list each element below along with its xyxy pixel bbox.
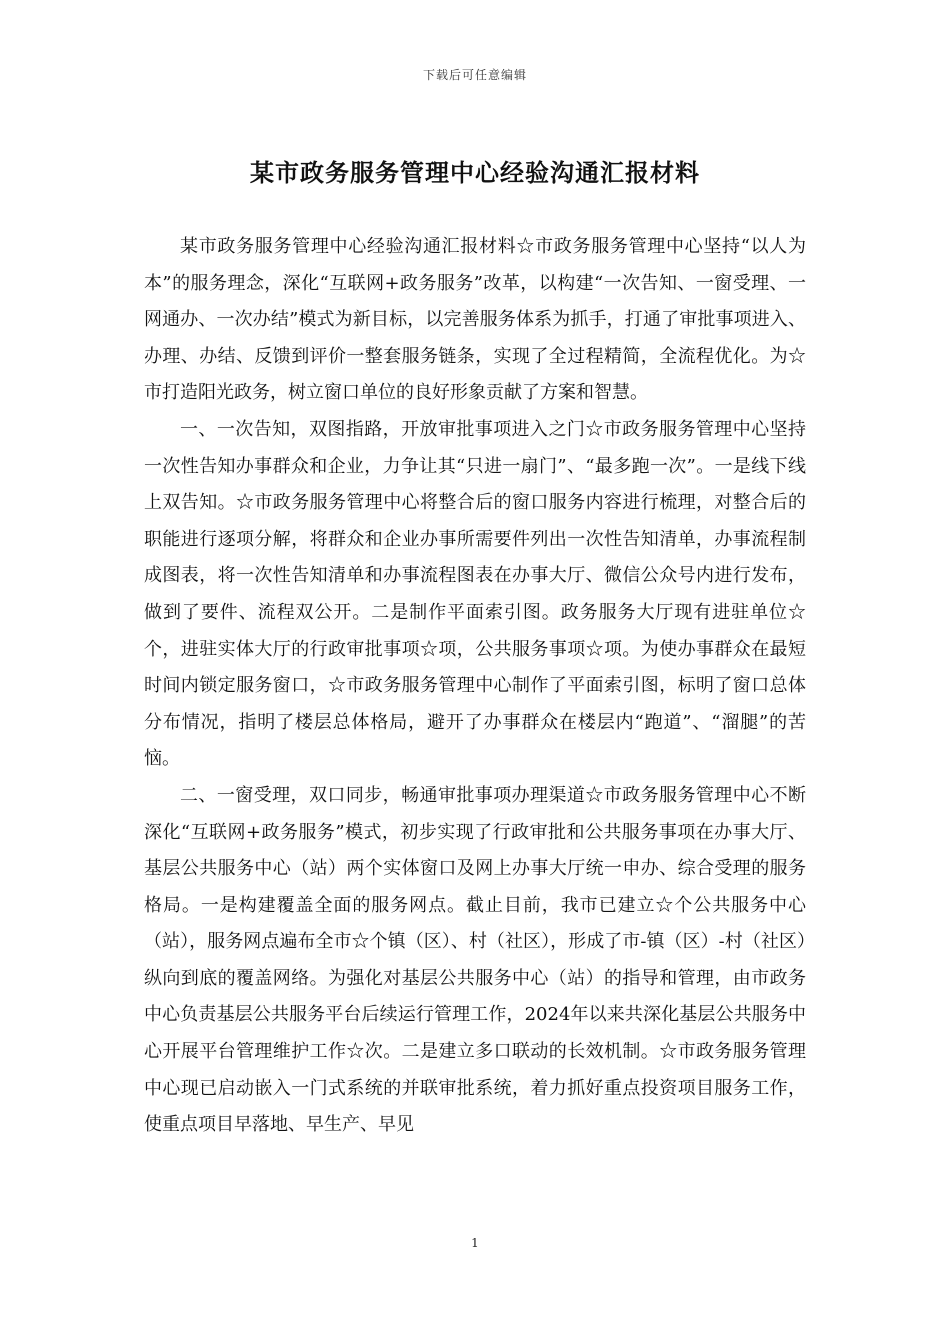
- document-body: [144, 229, 806, 1144]
- document-title: 某市政务服务管理中心经验沟通汇报材料: [250, 158, 700, 187]
- page-number: 1: [471, 1236, 479, 1250]
- paragraph-intro: 某市政务服务管理中心经验沟通汇报材料☆市政务服务管理中心坚持“以人为本”的服务理念，深化“互联网+政务服务”改革，以构建“一次告知、一窗受理、一网通办、一次办结”模式为新目标，以完善服务体系为抓手，打通了审批事项进入、办理、办结、反馈到评价一整套服务链条，实现了全过程精简，全流程优化。为☆市打造阳光政务，树立窗口单位的良好形象贡献了方案和智慧。: [144, 236, 806, 404]
- page-header-note: 下载后可任意编辑: [422, 68, 527, 82]
- paragraph-section-one: 一、一次告知，双图指路，开放审批事项进入之门☆市政务服务管理中心坚持一次性告知办事群众和企业，力争让其“只进一扇门”、“最多跑一次”。一是线下线上双告知。☆市政务服务管理中心将整合后的窗口服务内容进行梳理，对整合后的职能进行逐项分解，将群众和企业办事所需要件列出一次性告知清单，办事流程制成图表，将一次性告知清单和办事流程图表在办事大厅、微信公众号内进行发布，做到了要件、流程双公开。二是制作平面索引图。政务服务大厅现有进驻单位☆个，进驻实体大厅的行政审批事项☆项，公共服务事项☆项。为使办事群众在最短时间内锁定服务窗口，☆市政务服务管理中心制作了平面索引图，标明了窗口总体分布情况，指明了楼层总体格局，避开了办事群众在楼层内“跑道”、“溜腿”的苦恼。: [144, 418, 806, 770]
- paragraph-section-two: 二、一窗受理，双口同步，畅通审批事项办理渠道☆市政务服务管理中心不断深化“互联网+政务服务”模式，初步实现了行政审批和公共服务事项在办事大厅、基层公共服务中心（站）两个实体窗口及网上办事大厅统一申办、综合受理的服务格局。一是构建覆盖全面的服务网点。截止目前，我市已建立☆个公共服务中心（站），服务网点遍布全市☆个镇（区）、村（社区），形成了市-镇（区）-村（社区）纵向到底的覆盖网络。为强化对基层公共服务中心（站）的指导和管理，由市政务中心负责基层公共服务平台后续运行管理工作，2024年以来共深化基层公共服务中心开展平台管理维护工作☆次。二是建立多口联动的长效机制。☆市政务服务管理中心现已启动嵌入一门式系统的并联审批系统，着力抓好重点投资项目服务工作，使重点项目早落地、早生产、早见: [144, 784, 806, 1136]
